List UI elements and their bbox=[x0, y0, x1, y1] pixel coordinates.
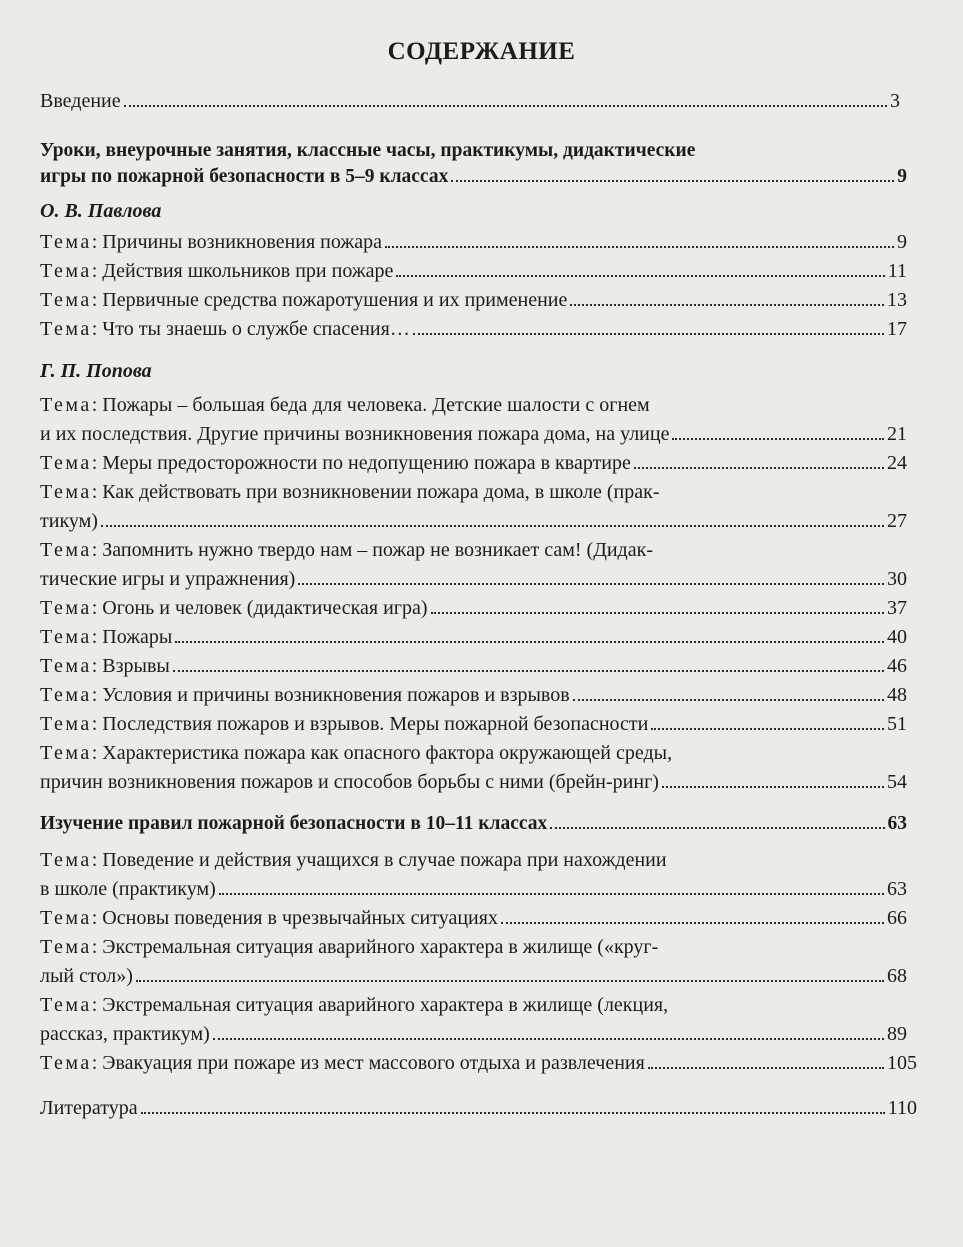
entry-text: Введение bbox=[40, 90, 121, 112]
entry-text: игры по пожарной безопасности в 5–9 классах bbox=[40, 166, 449, 187]
dot-leader bbox=[141, 1112, 885, 1114]
tema-label: Тема bbox=[40, 713, 92, 735]
dot-leader bbox=[219, 893, 884, 895]
page-number: 40 bbox=[887, 626, 907, 648]
entry-text: : Как действовать при возникновении пожара дома, в школе (прак- bbox=[91, 481, 660, 503]
entry-text: Изучение правил пожарной безопасности в 10–11 классах bbox=[40, 813, 548, 834]
dot-leader bbox=[648, 1067, 884, 1069]
tema-label: Тема bbox=[40, 684, 92, 706]
toc-entry[interactable] bbox=[40, 508, 907, 534]
entry-line bbox=[40, 537, 653, 563]
dot-leader bbox=[501, 922, 884, 924]
tema-label: Тема bbox=[40, 655, 92, 677]
dot-leader bbox=[396, 275, 884, 277]
dot-leader bbox=[385, 246, 894, 248]
page-number: 66 bbox=[887, 907, 907, 929]
page-number: 105 bbox=[887, 1052, 917, 1074]
dot-leader bbox=[298, 583, 884, 585]
toc-entry[interactable] bbox=[40, 316, 907, 342]
toc-entry[interactable] bbox=[40, 624, 907, 650]
page-number: 110 bbox=[887, 1097, 917, 1119]
dot-leader bbox=[550, 827, 884, 829]
toc-entry[interactable] bbox=[40, 450, 907, 476]
toc-entry[interactable] bbox=[40, 653, 907, 679]
entry-text: : Причины возникновения пожара bbox=[91, 231, 382, 253]
tema-label: Тема bbox=[40, 849, 92, 871]
entry-text: : Основы поведения в чрезвычайных ситуациях bbox=[91, 907, 498, 929]
tema-label: Тема bbox=[40, 394, 92, 416]
toc-entry[interactable] bbox=[40, 1050, 917, 1076]
toc-entry[interactable] bbox=[40, 876, 907, 902]
page-number: 13 bbox=[887, 289, 907, 311]
entry-text: рассказ, практикум) bbox=[40, 1023, 210, 1045]
entry-text: : Экстремальная ситуация аварийного характера в жилище («круг- bbox=[91, 936, 659, 958]
page-number: 89 bbox=[887, 1023, 907, 1045]
entry-line bbox=[40, 992, 668, 1018]
dot-leader bbox=[173, 670, 884, 672]
entry-text: : Запомнить нужно твердо нам – пожар не возникает сам! (Дидак- bbox=[91, 539, 653, 561]
section-heading-line: Уроки, внеурочные занятия, классные часы, практикумы, дидактические bbox=[40, 140, 696, 161]
entry-text: : Условия и причины возникновения пожаров и взрывов bbox=[91, 684, 570, 706]
dot-leader bbox=[672, 438, 884, 440]
page-number: 51 bbox=[887, 713, 907, 735]
page-number: 3 bbox=[890, 90, 900, 112]
entry-text: : Характеристика пожара как опасного фактора окружающей среды, bbox=[91, 742, 673, 764]
tema-label: Тема bbox=[40, 452, 92, 474]
dot-leader bbox=[213, 1038, 884, 1040]
entry-text: : Экстремальная ситуация аварийного характера в жилище (лекция, bbox=[91, 994, 669, 1016]
entry-text: и их последствия. Другие причины возникновения пожара дома, на улице bbox=[40, 423, 670, 445]
tema-label: Тема bbox=[40, 626, 92, 648]
entry-text: : Действия школьников при пожаре bbox=[91, 260, 394, 282]
tema-label: Тема bbox=[40, 936, 92, 958]
dot-leader bbox=[431, 612, 884, 614]
toc-entry-intro[interactable] bbox=[40, 88, 900, 114]
toc-entry[interactable] bbox=[40, 258, 907, 284]
entry-text: тические игры и упражнения) bbox=[40, 568, 296, 590]
tema-label: Тема bbox=[40, 289, 92, 311]
entry-line bbox=[40, 934, 658, 960]
toc-entry[interactable] bbox=[40, 229, 907, 255]
tema-label: Тема bbox=[40, 742, 92, 764]
tema-label: Тема bbox=[40, 231, 92, 253]
page-number: 17 bbox=[887, 318, 907, 340]
entry-text: : Эвакуация при пожаре из мест массового отдыха и развлечения bbox=[91, 1052, 645, 1074]
page-number: 24 bbox=[887, 452, 907, 474]
page-number: 27 bbox=[887, 510, 907, 532]
entry-text: Литература bbox=[40, 1097, 138, 1119]
toc-entry[interactable] bbox=[40, 769, 907, 795]
page-number: 30 bbox=[887, 568, 907, 590]
page-number: 63 bbox=[887, 813, 907, 834]
dot-leader bbox=[124, 105, 887, 107]
tema-label: Тема bbox=[40, 1052, 92, 1074]
toc-entry[interactable] bbox=[40, 682, 907, 708]
dot-leader bbox=[573, 699, 884, 701]
tema-label: Тема bbox=[40, 318, 92, 340]
page-number: 11 bbox=[887, 260, 907, 282]
page-number: 9 bbox=[897, 231, 907, 253]
toc-entry[interactable] bbox=[40, 711, 907, 737]
toc-entry[interactable] bbox=[40, 287, 907, 313]
tema-label: Тема bbox=[40, 597, 92, 619]
page-number: 9 bbox=[897, 166, 907, 187]
toc-entry[interactable] bbox=[40, 421, 907, 447]
toc-entry[interactable] bbox=[40, 963, 907, 989]
entry-text: : Пожары – большая беда для человека. Детские шалости с огнем bbox=[91, 394, 650, 416]
toc-section-1[interactable] bbox=[40, 164, 907, 190]
entry-text: : Взрывы bbox=[91, 655, 170, 677]
entry-line bbox=[40, 392, 650, 418]
page-number: 68 bbox=[887, 965, 907, 987]
dot-leader bbox=[451, 180, 894, 182]
entry-text: : Огонь и человек (дидактическая игра) bbox=[91, 597, 428, 619]
toc-section-2[interactable] bbox=[40, 811, 907, 837]
page-number: 54 bbox=[887, 771, 907, 793]
entry-line bbox=[40, 847, 667, 873]
entry-line bbox=[40, 479, 660, 505]
entry-text: лый стол») bbox=[40, 965, 133, 987]
toc-entry[interactable] bbox=[40, 1021, 907, 1047]
page-number: 21 bbox=[887, 423, 907, 445]
dot-leader bbox=[136, 980, 884, 982]
dot-leader bbox=[651, 728, 884, 730]
tema-label: Тема bbox=[40, 260, 92, 282]
entry-line bbox=[40, 740, 672, 766]
dot-leader bbox=[175, 641, 884, 643]
entry-text: : Пожары bbox=[91, 626, 173, 648]
dot-leader bbox=[634, 467, 884, 469]
page-number: 37 bbox=[887, 597, 907, 619]
page-number: 46 bbox=[887, 655, 907, 677]
entry-text: : Первичные средства пожаротушения и их применение bbox=[91, 289, 568, 311]
entry-text: причин возникновения пожаров и способов борьбы с ними (брейн-ринг) bbox=[40, 771, 659, 793]
toc-entry[interactable] bbox=[40, 595, 907, 621]
dot-leader bbox=[570, 304, 884, 306]
entry-text: тикум) bbox=[40, 510, 98, 532]
dot-leader bbox=[101, 525, 884, 527]
toc-entry[interactable] bbox=[40, 566, 907, 592]
dot-leader bbox=[413, 333, 884, 335]
entry-text: : Меры предосторожности по недопущению пожара в квартире bbox=[91, 452, 631, 474]
toc-entry-literature[interactable] bbox=[40, 1095, 917, 1121]
dot-leader bbox=[662, 786, 884, 788]
author-name: Г. П. Попова bbox=[40, 360, 152, 382]
page-number: 63 bbox=[887, 878, 907, 900]
author-name: О. В. Павлова bbox=[40, 200, 162, 222]
page-number: 48 bbox=[887, 684, 907, 706]
tema-label: Тема bbox=[40, 481, 92, 503]
entry-text: в школе (практикум) bbox=[40, 878, 216, 900]
tema-label: Тема bbox=[40, 907, 92, 929]
tema-label: Тема bbox=[40, 539, 92, 561]
entry-text: : Что ты знаешь о службе спасения… bbox=[91, 318, 410, 340]
page-title: СОДЕРЖАНИЕ bbox=[387, 38, 576, 65]
entry-text: : Поведение и действия учащихся в случае пожара при нахождении bbox=[91, 849, 667, 871]
tema-label: Тема bbox=[40, 994, 92, 1016]
toc-entry[interactable] bbox=[40, 905, 907, 931]
entry-text: : Последствия пожаров и взрывов. Меры пожарной безопасности bbox=[91, 713, 649, 735]
